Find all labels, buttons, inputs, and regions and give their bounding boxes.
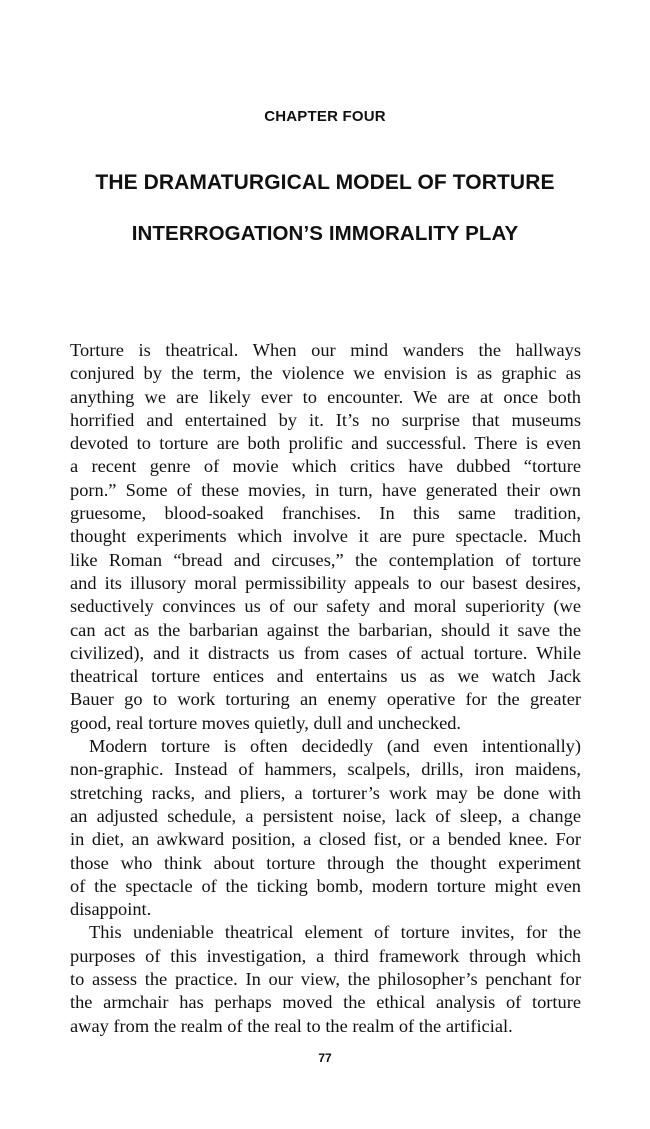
text-line: theatrical torture entices and entertains us as we watch Jack	[70, 666, 581, 687]
text-line: away from the realm of the real to the realm of the artificial.	[70, 1015, 513, 1036]
text-line: a recent genre of movie which critics have dubbed “torture	[70, 456, 581, 477]
text-line: can act as the barbarian against the barbarian, should it save the	[70, 619, 581, 640]
text-line: civilized), and it distracts us from cases of actual torture. While	[70, 642, 581, 663]
text-line: disappoint.	[70, 899, 152, 920]
text-line: seductively convinces us of our safety and moral superiority (we	[70, 596, 581, 617]
chapter-subtitle: INTERROGATION’S IMMORALITY PLAY	[131, 222, 519, 245]
text-line: conjured by the term, the violence we envision is as graphic as	[70, 363, 581, 384]
text-line: those who think about torture through the thought experiment	[70, 852, 581, 873]
text-line: thought experiments which involve it are pure spectacle. Much	[70, 526, 581, 547]
text-line: and its illusory moral permissibility appeals to our basest desires,	[70, 572, 581, 593]
text-line: Modern torture is often decidedly (and even intentionally)	[89, 736, 581, 757]
chapter-title: THE DRAMATURGICAL MODEL OF TORTURE	[95, 171, 555, 194]
text-line: horrified and entertained by it. It’s no surprise that museums	[70, 409, 581, 430]
text-line: to assess the practice. In our view, the philosopher’s penchant for	[70, 969, 581, 990]
text-line: in diet, an awkward position, a closed fist, or a bended knee. For	[70, 829, 581, 850]
text-line: of the spectacle of the ticking bomb, modern torture might even	[70, 875, 581, 896]
text-line: an adjusted schedule, a persistent noise, lack of sleep, a change	[70, 805, 581, 826]
paragraph	[70, 735, 581, 921]
text-line: porn.” Some of these movies, in turn, have generated their own	[70, 479, 581, 500]
text-line: anything we are likely ever to encounter. We are at once both	[70, 386, 581, 407]
text-line: stretching racks, and pliers, a torturer’s work may be done with	[70, 782, 581, 803]
text-line: devoted to torture are both prolific and successful. There is even	[70, 433, 581, 454]
text-line: This undeniable theatrical element of torture invites, for the	[89, 922, 581, 943]
text-line: like Roman “bread and circuses,” the contemplation of torture	[70, 549, 581, 570]
text-line: gruesome, blood-soaked franchises. In this same tradition,	[70, 503, 581, 524]
page-number: 77	[318, 1051, 332, 1065]
text-line: the armchair has perhaps moved the ethical analysis of torture	[70, 992, 581, 1013]
text-line: good, real torture moves quietly, dull and unchecked.	[70, 712, 462, 733]
text-line: non-graphic. Instead of hammers, scalpels, drills, iron maidens,	[70, 759, 581, 780]
paragraph	[70, 339, 581, 735]
text-line: Torture is theatrical. When our mind wanders the hallways	[70, 340, 581, 360]
text-line: Bauer go to work torturing an enemy operative for the greater	[70, 689, 581, 710]
body-text	[70, 339, 581, 1038]
text-line: purposes of this investigation, a third framework through which	[70, 945, 581, 966]
paragraph	[70, 921, 581, 1037]
chapter-label: CHAPTER FOUR	[264, 108, 386, 125]
